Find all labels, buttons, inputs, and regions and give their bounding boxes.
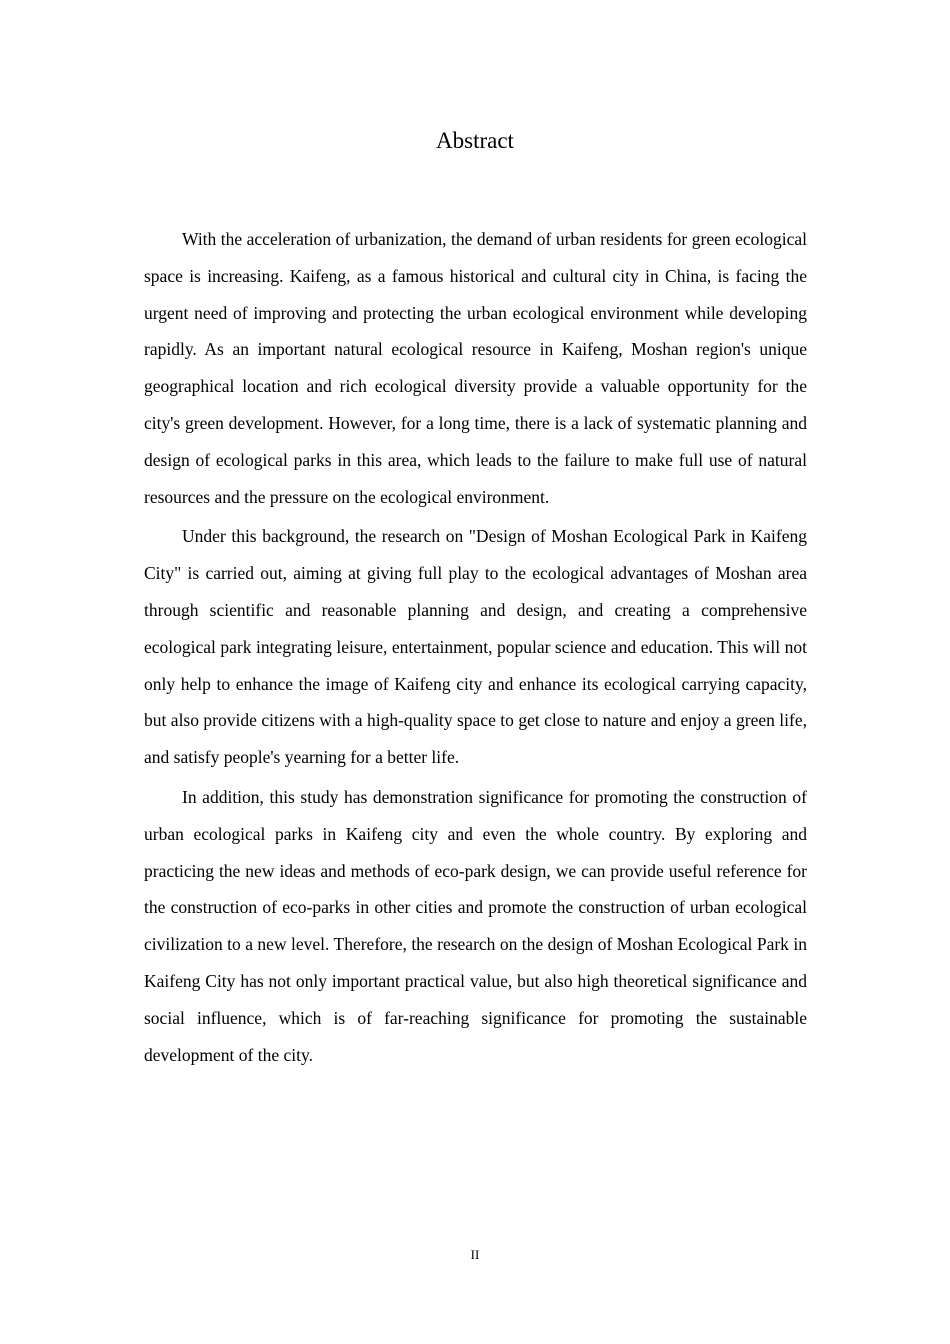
abstract-paragraph-3: In addition, this study has demonstration significance for promoting the construction of urban ecological parks in Kaifeng city and even the whole country. By exploring and practicing the new ideas and methods of eco-park design, we can provide useful reference for the construction of eco-parks in other cities and promote the construction of urban ecological civilization to a new level. Therefore, the research on the design of Moshan Ecological Park in Kaifeng City has not only important practical value, but also high theoretical significance and social influence, which is of far-reaching significance for promoting the sustainable development of the city. <box>144 786 807 1065</box>
page-title: Abstract <box>436 128 514 153</box>
page-number: II <box>470 1247 480 1262</box>
abstract-paragraph-1: With the acceleration of urbanization, the demand of urban residents for green ecological space is increasing. Kaifeng, as a famous historical and cultural city in China, is facing the urgent need of improving and protecting the urban ecological environment while developing rapidly. As an important natural ecological resource in Kaifeng, Moshan region's unique geographical location and rich ecological diversity provide a valuable opportunity for the city's green development. However, for a long time, there is a lack of systematic planning and design of ecological parks in this area, which leads to the failure to make full use of natural resources and the pressure on the ecological environment. <box>144 229 807 507</box>
abstract-body <box>144 221 807 1073</box>
abstract-paragraph-2: Under this background, the research on "Design of Moshan Ecological Park in Kaifeng City" is carried out, aiming at giving full play to the ecological advantages of Moshan area through scientific and reasonable planning and design, and creating a comprehensive ecological park integrating leisure, entertainment, popular science and education. This will not only help to enhance the image of Kaifeng city and enhance its ecological carrying capacity, but also provide citizens with a high-quality space to get close to nature and enjoy a green life, and satisfy people's yearning for a better life. <box>144 526 807 768</box>
